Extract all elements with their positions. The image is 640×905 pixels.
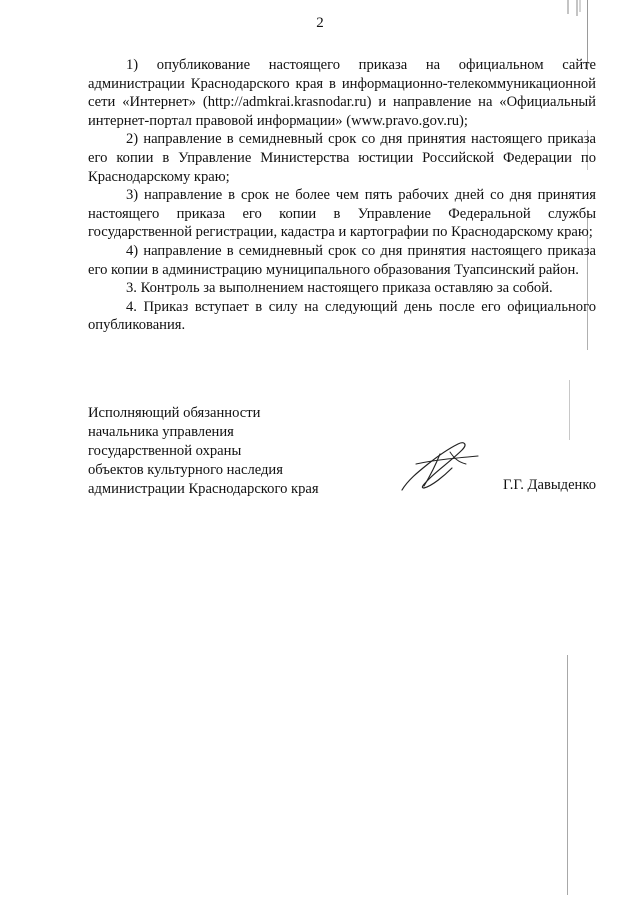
document-body — [88, 56, 596, 335]
paragraph-ministry-justice: 2) направление в семидневный срок со дня принятия настоящего приказа его копии в Управление Министерства юстиции Российской Федерации по Краснодарскому краю; — [88, 131, 596, 185]
signer-position-line: объектов культурного наследия — [88, 462, 283, 478]
page-number: 2 — [316, 15, 324, 31]
signer-position-line: государственной охраны — [88, 443, 242, 459]
signer-name: Г.Г. Давыденко — [502, 477, 596, 493]
handwritten-signature-icon — [394, 434, 484, 496]
paragraph-control: 3. Контроль за выполнением настоящего приказа оставляю за собой. — [126, 280, 553, 297]
signer-position-line: начальника управления — [88, 424, 234, 440]
paragraph-tuapse-district: 4) направление в семидневный срок со дня принятия настоящего приказа его копии в администрацию муниципального образования Туапсинский район. — [88, 242, 596, 278]
signer-position-line: администрации Краснодарского края — [88, 481, 319, 497]
signature-block — [88, 404, 596, 504]
signer-position-line: Исполняющий обязанности — [88, 405, 261, 421]
paragraph-publication: 1) опубликование настоящего приказа на официальном сайте администрации Краснодарского края в информационно-телекоммуникационной сети «Интернет» (http://admkrai.krasnodar.ru) и направление на «Официальный интернет-портал правовой информации» (www.pravo.gov.ru); — [88, 57, 596, 129]
signer-position — [88, 404, 388, 499]
scan-edge-line — [567, 655, 568, 895]
paragraph-entry-into-force: 4. Приказ вступает в силу на следующий день после его официального опубликования. — [88, 298, 596, 334]
paragraph-registration-service: 3) направление в срок не более чем пять рабочих дней со дня принятия настоящего приказа его копии в Управление Федеральной службы государственной регистрации, кадастра и картографии по Краснодарскому краю; — [88, 187, 596, 241]
